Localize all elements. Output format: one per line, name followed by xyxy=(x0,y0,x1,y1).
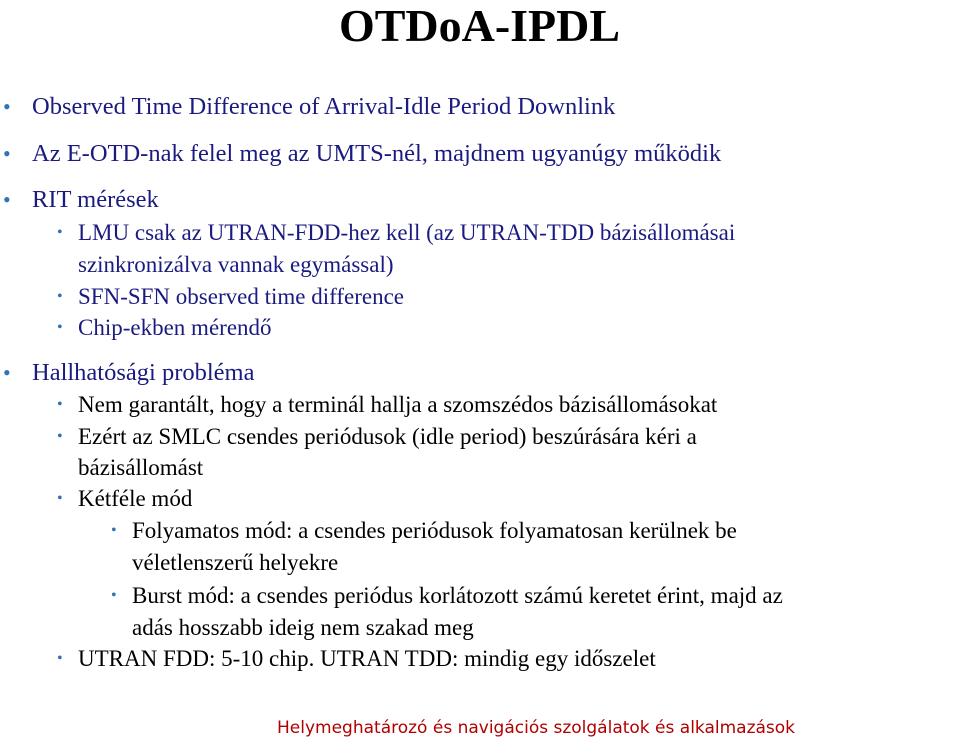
bullet-item-nem-garantalt: Nem garantált, hogy a terminál hallja a szomszédos bázisállomásokat xyxy=(78,392,718,417)
bullet-item-chip-ekben: Chip-ekben mérendő xyxy=(78,315,272,340)
bullet-item-rit-meresek: RIT mérések xyxy=(32,186,159,213)
bullet-item-lmu-line1: LMU csak az UTRAN-FDD-hez kell (az UTRAN-TDD bázisállomásai xyxy=(78,220,736,245)
bullet-item-hallhatosagi-problema: Hallhatósági probléma xyxy=(32,359,255,386)
bullet-icon: • xyxy=(3,141,11,166)
bullet-item-ezert-az-smlc-line1: Ezért az SMLC csendes periódusok (idle period) beszúrására kéri a xyxy=(78,424,697,449)
bullet-item-burst-mod-line2: adás hosszabb ideig nem szakad meg xyxy=(132,615,474,640)
bullet-item-ketfele-mod: Kétféle mód xyxy=(78,486,193,511)
bullet-item-sfn-sfn: SFN-SFN observed time difference xyxy=(78,284,404,309)
bullet-item-folyamatos-mod-line1: Folyamatos mód: a csendes periódusok folyamatosan kerülnek be xyxy=(132,518,737,543)
bullet-item-utran-fdd: UTRAN FDD: 5-10 chip. UTRAN TDD: mindig egy időszelet xyxy=(78,646,656,671)
slide-title: OTDoA-IPDL xyxy=(338,0,621,51)
bullet-icon: • xyxy=(3,360,11,385)
bullet-icon: • xyxy=(57,650,63,667)
bullet-icon: • xyxy=(57,319,63,336)
bullet-icon: • xyxy=(57,490,63,507)
bullet-item-burst-mod-line1: Burst mód: a csendes periódus korlátozott számú keretet érint, majd az xyxy=(132,583,783,608)
bullet-icon: • xyxy=(57,428,63,445)
bullet-icon: • xyxy=(57,288,63,305)
bullet-item-observed-time-difference: Observed Time Difference of Arrival-Idle Period Downlink xyxy=(32,93,616,120)
bullet-item-ezert-az-smlc-line2: bázisállomást xyxy=(78,455,204,480)
bullet-icon: • xyxy=(3,187,11,212)
bullet-item-lmu-line2: szinkronizálva vannak egymással) xyxy=(78,252,394,277)
bullet-icon: • xyxy=(57,396,63,413)
bullet-icon: • xyxy=(3,94,11,119)
bullet-icon: • xyxy=(111,522,117,539)
bullet-icon: • xyxy=(111,587,117,604)
bullet-item-folyamatos-mod-line2: véletlenszerű helyekre xyxy=(132,550,339,575)
bullet-icon: • xyxy=(57,224,63,241)
bullet-item-e-otd: Az E-OTD-nak felel meg az UMTS-nél, majdnem ugyanúgy működik xyxy=(32,140,722,167)
slide-footer: Helymeghatározó és navigációs szolgálatok és alkalmazások xyxy=(277,718,796,738)
